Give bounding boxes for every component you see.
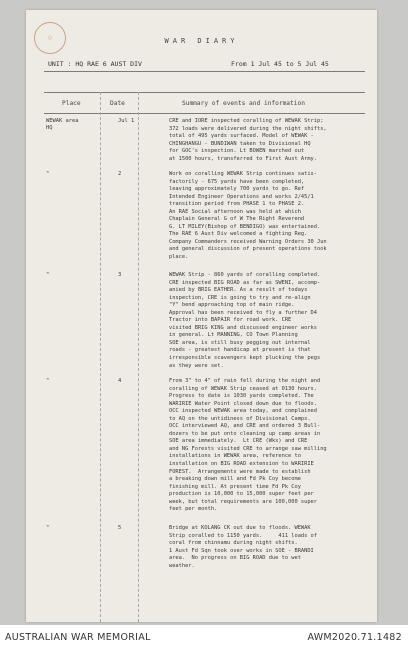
- entry-place: ": [46, 171, 50, 177]
- entry-place: WEWAK area HQ: [46, 118, 79, 131]
- entry-text: CRE and IORE inspected coralling of WEWAK Strip; 372 loads were delivered during the night shifts, total of 495 yards surfaced. Model of WEWAK - CHINGHANGU - BUNDIWAN taken to Divisional HQ for GOC's inspection. Lt BOWEN marched out at 1500 hours, transferred to First Aust Army.: [169, 118, 327, 162]
- column-divider-2: [138, 92, 139, 622]
- diary-page: [26, 10, 377, 622]
- circular-stamp: ○: [34, 22, 66, 54]
- footer-bar: [0, 625, 408, 653]
- column-divider-1: [100, 92, 101, 622]
- unit-line: UNIT : HQ RAE 6 AUST DIV: [48, 60, 142, 68]
- entry-date: 2: [118, 171, 122, 177]
- entry-text: WEWAK Strip - 860 yards of coralling completed. CRE inspected BIG ROAD as far as SWENI, accomp- anied by BRIG EATHER. As a result of todays inspection, CRE is going to try and re-align "Y" bend approaching top of main ridge. Approval has been received to fly a further D4 Tractor into BAPAIR for road work. CRE visited BRIG KING and discussed engineer works in general. Lt MANNING, CO Town Planning SOE area, is still busy pegging out internal roads - greatest handicap at present is that irresponsible scavengers kept plucking the pegs as they were set.: [169, 272, 321, 369]
- footer-source: AUSTRALIAN WAR MEMORIAL: [5, 632, 151, 643]
- entry-date: 4: [118, 378, 122, 384]
- column-header-summary: Summary of events and information: [182, 100, 305, 107]
- entry-text: Bridge at KOLANG CK out due to floods. WEWAK Strip coralled to 1150 yards. 411 loads of coral from chinnamu during night shifts. 1 Aust Fd Sqn took over works in SOE - BRANDI area. No progress on BIG ROAD due to wet weather.: [169, 525, 317, 569]
- entry-place: ": [46, 525, 50, 531]
- entry-text: Work on coralling WEWAK Strip continues satis- factorily - 675 yards have been completed, leaving approximately 700 yards to go. Ref Intended Engineer Operations and works 2/45/1 transition period from PHASE 1 to PHASE 2. An RAE Social afternoon was held at which Chaplain General G of W The Right Reverend G. LT MILEY(Bishop of BENDIGO) was entertained. The RAE 6 Aust Div welcomed a fighting Reg. Company Commanders received Warning Orders 30 Jun and general discussion of present operations took place.: [169, 171, 327, 261]
- rule-header-bottom: [44, 113, 365, 114]
- column-header-place: Place: [62, 100, 81, 107]
- entry-place: ": [46, 378, 50, 384]
- document-title: WAR DIARY: [164, 37, 239, 45]
- footer-accession-number: AWM2020.71.1482: [307, 632, 402, 643]
- entry-place: ": [46, 272, 50, 278]
- column-header-date: Date: [110, 100, 125, 107]
- entry-text: From 3" to 4" of rain fell during the night and coralling of WEWAK Strip ceased at 0130 hours. Progress to date is 1030 yards completed. The WARIRIE Water Point closed down due to floods. OCC inspected WEWAK area today, and complained to AQ on the untidiness of Divisional Camps. OCC interviewed AQ, and CRE and ordered 3 Bull- dozers to be put onto cleaning up camp areas in SOE area immediately. Lt CRE (Wks) and CRE and NG Forests visited CRE to arrange saw milling installations in WEWAK area, reference to installation on BIG ROAD extension to WARIRIE FOREST. Arrangements were made to establish a breaking down mill and Fd Pk Coy become finishing mill. At present time Fd Pk Coy production is 10,000 to 15,000 super feet per week, but total requirements are 100,000 super feet per month.: [169, 378, 327, 513]
- entry-date: 3: [118, 272, 122, 278]
- rule-top: [44, 71, 365, 72]
- period-line: From 1 Jul 45 to 5 Jul 45: [231, 60, 329, 68]
- entry-date: Jul 1: [118, 118, 135, 124]
- rule-header-top: [44, 92, 365, 93]
- entry-date: 5: [118, 525, 122, 531]
